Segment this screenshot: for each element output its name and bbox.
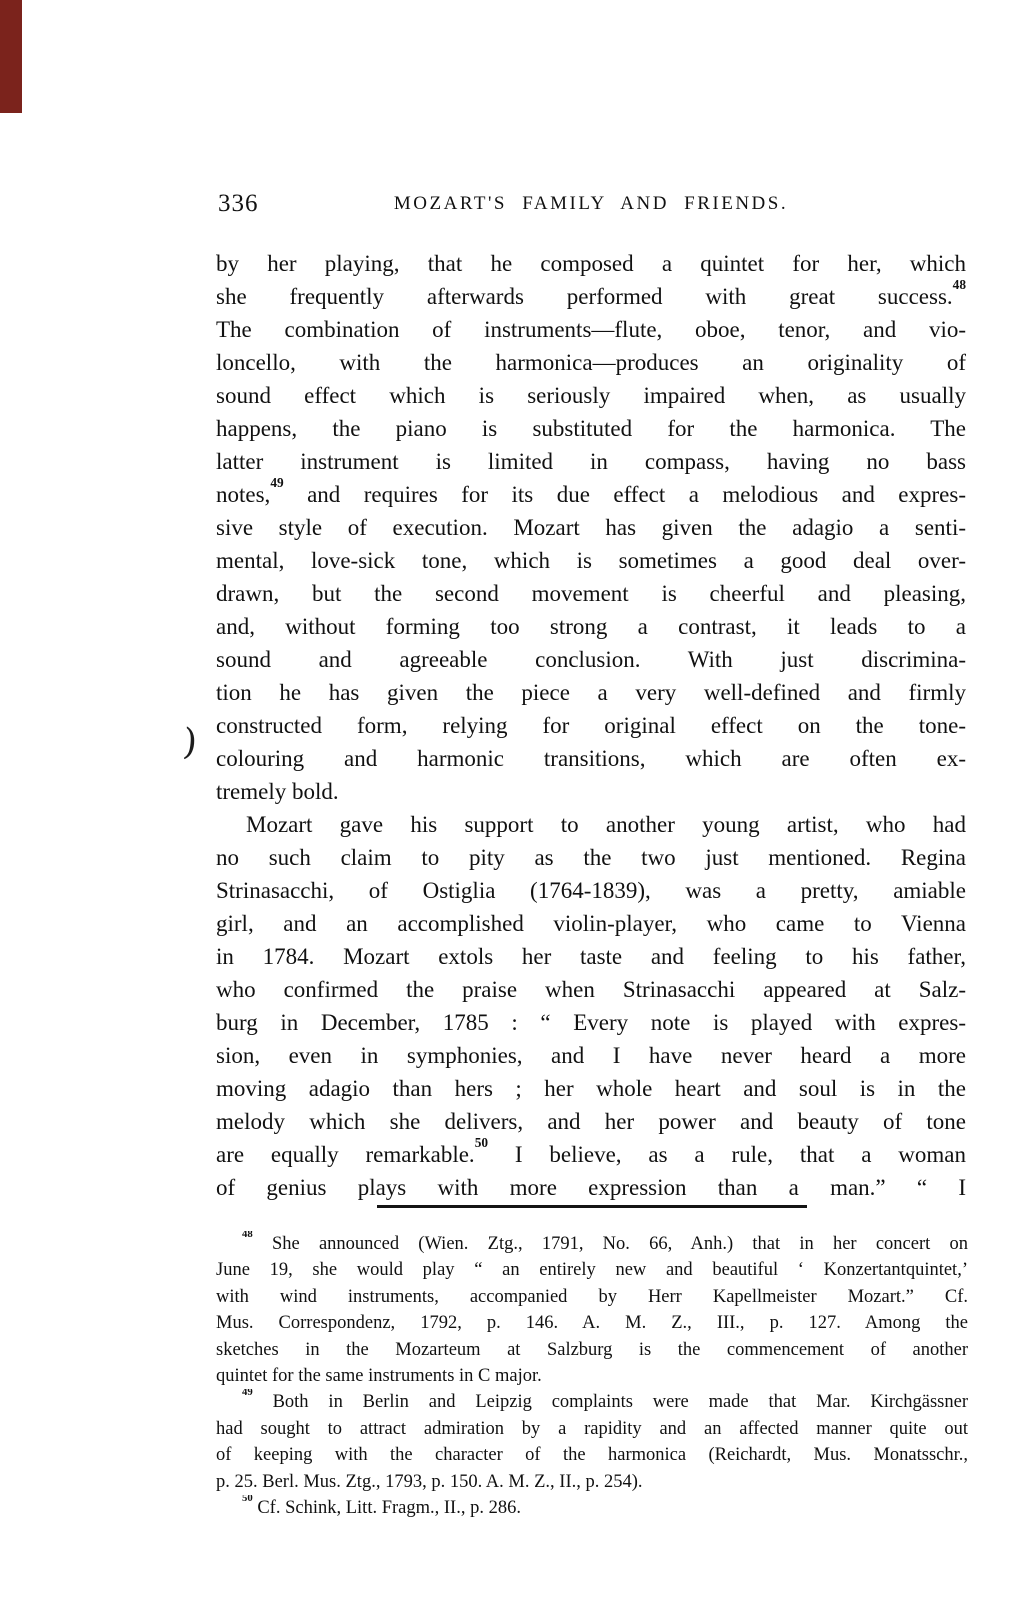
footnote: [216, 1389, 968, 1495]
footnote-line: of keeping with the character of the harmonica (Reichardt, Mus. Monatsschr.,: [216, 1445, 968, 1466]
footnote-ref: 50: [474, 1138, 489, 1151]
footnote-line: $^{48}$ She announced (Wien. Ztg., 1791, No. 66, Anh.) that in her concert on: [216, 1231, 968, 1257]
body-text: [216, 247, 966, 1204]
body-line: sound effect which is seriously impaired when, as usually: [216, 383, 966, 408]
footnote-line: $^{50}$ Cf. Schink, Litt. Fragm., II., p. 286.: [216, 1495, 968, 1521]
body-line: sive style of execution. Mozart has given the adagio a senti-: [216, 515, 966, 540]
running-head: [216, 188, 966, 222]
footnote-line: $^{49}$ Both in Berlin and Leipzig complaints were made that Mar. Kirchgässner: [216, 1389, 968, 1415]
body-line: of genius plays with more expression than a man.” “ I: [216, 1175, 966, 1200]
body-line: The combination of instruments—flute, oboe, tenor, and vio-: [216, 317, 966, 342]
footnote-ref: 49: [242, 1389, 253, 1399]
body-line: who confirmed the praise when Strinasacchi appeared at Salz-: [216, 977, 966, 1002]
body-line: no such claim to pity as the two just mentioned. Regina: [216, 845, 966, 870]
body-line: colouring and harmonic transitions, which are often ex-: [216, 746, 966, 771]
footnote-ref: 49: [270, 478, 284, 491]
footnote-separator-rule: [377, 1205, 807, 1208]
margin-stray-mark: ): [181, 721, 199, 764]
page-number: 336: [218, 190, 259, 217]
body-line: tion he has given the piece a very well-defined and firmly: [216, 680, 966, 705]
body-line: Strinasacchi, of Ostiglia (1764-1839), was a pretty, amiable: [216, 878, 966, 903]
body-line: are equally remarkable.$^{50}$ I believe, as a rule, that a woman: [216, 1138, 966, 1171]
footnote: [216, 1495, 968, 1521]
body-line: constructed form, relying for original effect on the tone-: [216, 713, 966, 738]
body-line: Mozart gave his support to another young artist, who had: [246, 812, 966, 837]
body-line: burg in December, 1785 : “ Every note is played with expres-: [216, 1010, 966, 1035]
footnote-line: June 19, she would play “ an entirely new and beautiful ‘ Konzertantquintet,’: [216, 1260, 968, 1281]
footnote-ref: 48: [242, 1231, 253, 1241]
footnotes: [216, 1231, 968, 1521]
body-line: melody which she delivers, and her power and beauty of tone: [216, 1109, 966, 1134]
footnote-ref: 50: [242, 1494, 253, 1504]
body-line: notes,$^{49}$ and requires for its due effect a melodious and expres-: [216, 478, 966, 511]
paragraph: [216, 247, 966, 808]
footnote-line: Mus. Correspondenz, 1792, p. 146. A. M. Z., III., p. 127. Among the: [216, 1313, 968, 1334]
body-line: in 1784. Mozart extols her taste and feeling to his father,: [216, 944, 966, 969]
footnote-line: had sought to attract admiration by a rapidity and an affected manner quite out: [216, 1418, 968, 1439]
body-line: girl, and an accomplished violin-player, who came to Vienna: [216, 911, 966, 936]
footnote-ref: 48: [952, 280, 966, 293]
footnote-line: with wind instruments, accompanied by Herr Kapellmeister Mozart.” Cf.: [216, 1286, 968, 1307]
body-line: and, without forming too strong a contrast, it leads to a: [216, 614, 966, 639]
body-line: tremely bold.: [216, 779, 339, 804]
body-line: loncello, with the harmonica—produces an originality of: [216, 350, 966, 375]
footnote-line: quintet for the same instruments in C major.: [216, 1365, 542, 1386]
footnote: [216, 1231, 968, 1389]
binding-strip: [0, 0, 22, 113]
footnote-line: sketches in the Mozarteum at Salzburg is the commencement of another: [216, 1339, 968, 1360]
running-header-title: MOZART'S FAMILY AND FRIENDS.: [393, 193, 789, 214]
body-line: sion, even in symphonies, and I have never heard a more: [216, 1043, 966, 1068]
body-line: by her playing, that he composed a quintet for her, which: [216, 251, 966, 276]
body-line: she frequently afterwards performed with great success.$^{48}$: [216, 280, 966, 313]
paragraph: [216, 808, 966, 1204]
body-line: happens, the piano is substituted for the harmonica. The: [216, 416, 966, 441]
body-line: drawn, but the second movement is cheerful and pleasing,: [216, 581, 966, 606]
body-line: mental, love-sick tone, which is sometimes a good deal over-: [216, 548, 966, 573]
body-line: latter instrument is limited in compass, having no bass: [216, 449, 966, 474]
footnote-line: p. 25. Berl. Mus. Ztg., 1793, p. 150. A. M. Z., II., p. 254).: [216, 1471, 643, 1492]
body-line: sound and agreeable conclusion. With just discrimina-: [216, 647, 966, 672]
body-line: moving adagio than hers ; her whole heart and soul is in the: [216, 1076, 966, 1101]
